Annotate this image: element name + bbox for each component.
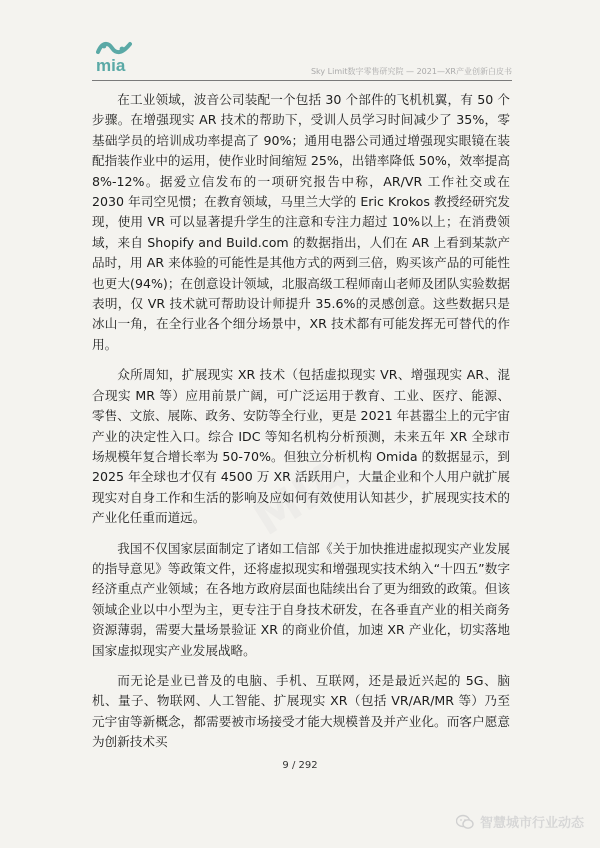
paragraph: 我国不仅国家层面制定了诸如工信部《关于加快推进虚拟现实产业发展的指导意见》等政策文件，还将虚拟现实和增强现实技术纳入“十四五”数字经济重点产业领域；在各地方政府层面也陆续出台了更为细致的政策。但该领域企业以中小型为主，更专注于自身技术研发，在各垂直产业的相关商务资源薄弱，需要大量场景验证 XR 的商业价值，加速 XR 产业化，切实落地国家虚拟现实产业发展战略。 (92, 540, 510, 658)
paragraph: 而无论是业已普及的电脑、手机、互联网，还是最近兴起的 5G、脑机、量子、物联网、人工智能、扩展现实 XR（包括 VR/AR/MR 等）乃至元宇宙等新概念，都需要被市场接受才能大规模普及并产业化。而客户愿意为创新技术买 (92, 672, 510, 750)
paragraph: 众所周知，扩展现实 XR 技术（包括虚拟现实 VR、增强现实 AR、混合现实 MR 等）应用前景广阔，可广泛运用于教育、工业、医疗、能源、零售、文旅、展陈、政务、安防等全行业，更是 2021 年甚嚣尘上的元宇宙产业的决定性入口。综合 IDC 等知名机构分析预测，未来五年 XR 全球市场规模年复合增长率为 50-70%。但独立分析机构 Omida 的数据显示，到 2025 年全球也才仅有 4500 万 XR 活跃用户，大量企业和个人用户就扩展现实对自身工作和生活的影响及应如何有效使用认知甚少，扩展现实技术的产业化任重而道远。 (92, 367, 510, 526)
footer-brand-text: 智慧城市行业动态 (479, 816, 584, 831)
background-watermark: MIA (243, 448, 357, 546)
wechat-icon (456, 814, 474, 830)
body-text (92, 90, 510, 763)
header-divider (92, 80, 512, 81)
logo-wave-icon (96, 40, 132, 56)
footer-brand (456, 812, 584, 831)
publisher-logo (92, 40, 140, 80)
page-number: 9 / 292 (282, 760, 318, 771)
paragraph: 在工业领域，波音公司装配一个包括 30 个部件的飞机机翼，有 50 个步骤。在增强现实 AR 技术的帮助下，受训人员学习时间减少了 35%，零基础学员的培训成功率提高了 90%；通用电器公司通过增强现实眼镜在装配指装作业中的运用，使作业时间缩短 25%，出错率降低 50%，效率提高 8%-12%。据爱立信发布的一项研究报告中称，AR/VR 工作社交或在 2030 年司空见惯；在教育领域，马里兰大学的 Eric Krokos 教授经研究发现，使用 VR 可以显著提升学生的注意和专注力超过 10%以上；在消费领域，来自 Shopify and Build.com 的数据指出，人们在 AR 上看到某款产品时，用 AR 来体验的可能性是其他方式的两到三倍，购买该产品的可能性也更大(94%)；在创意设计领域，北服高级工程师南山老师及团队实验数据表明，仅 VR 技术就可帮助设计师提升 35.6%的灵感创意。这些数据只是冰山一角，在全行业各个细分场景中，XR 技术都有可能发挥无可替代的作用。 (92, 92, 510, 352)
logo-text: mia (96, 56, 126, 75)
running-head: Sky Limit数字零售研究院 — 2021—XR产业创新白皮书 (310, 67, 512, 76)
